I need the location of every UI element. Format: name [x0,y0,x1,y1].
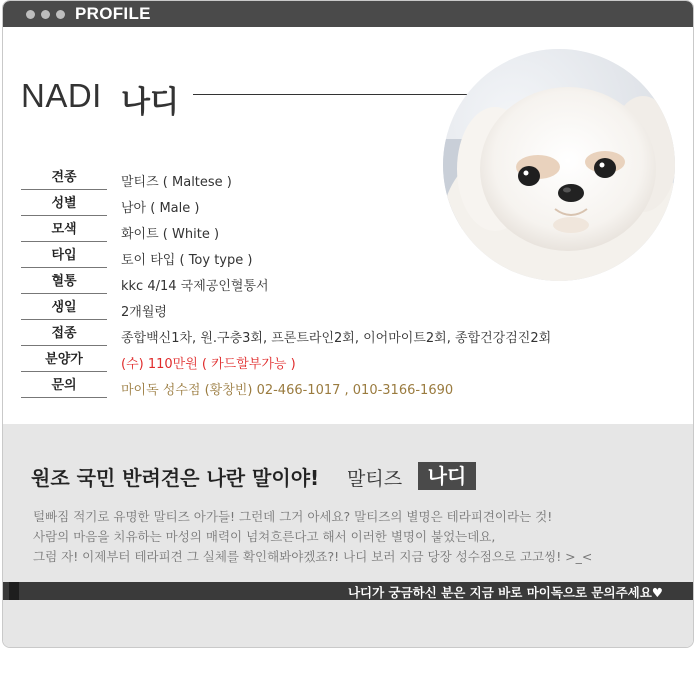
header-title: PROFILE [75,4,151,23]
info-label: 타입 [21,245,107,268]
info-row-price [21,349,541,375]
title-divider [193,94,483,95]
info-label: 견종 [21,167,107,190]
info-label: 접종 [21,323,107,346]
info-label: 모색 [21,219,107,242]
info-row-breed [21,167,541,193]
promo-line: 그럼 자! 이제부터 테라피견 그 실체를 확인해봐야겠죠?! 나디 보러 지금 당장 성수점으로 고고씽! >_< [33,549,593,564]
info-label: 성별 [21,193,107,216]
promo-headline: 원조 국민 반려견은 나란 말이야! [31,466,320,490]
info-label: 분양가 [21,349,107,372]
dot-icon [26,10,35,19]
promo-description [33,507,592,567]
info-value: 2개월령 [121,305,167,320]
info-label: 문의 [21,375,107,398]
dot-icon [56,10,65,19]
info-value: kkc 4/14 국제공인혈통서 [121,279,269,294]
inquiry-text: 나디가 궁금하신 분은 지금 바로 마이독으로 문의주세요♥ [347,585,663,600]
promo-line: 털빠짐 적기로 유명한 말티즈 아가들! 그런데 그거 아세요? 말티즈의 별명은 테라피견이라는 것! [33,509,553,524]
banner-accent [9,582,19,600]
profile-card [2,0,694,648]
info-row-color [21,219,541,245]
info-row-birth [21,297,541,323]
info-label: 혈통 [21,271,107,294]
info-row-pedigree [21,271,541,297]
dog-name-english: NADI [21,77,102,114]
info-value: 말티즈 ( Maltese ) [121,175,232,190]
info-value: 화이트 ( White ) [121,227,220,242]
info-value: 남아 ( Male ) [121,201,200,216]
info-row-sex [21,193,541,219]
info-value: 토이 타입 ( Toy type ) [121,253,253,268]
info-value: 종합백신1차, 원.구충3회, 프론트라인2회, 이어마이트2회, 종합건강검진2회 [121,331,552,346]
promo-panel [3,424,693,648]
window-dots [26,10,65,19]
contact-value: 마이독 성수점 (황창빈) 02-466-1017 , 010-3166-1690 [121,383,454,398]
header-bar [3,1,693,27]
info-row-type [21,245,541,271]
dot-icon [41,10,50,19]
info-label: 생일 [21,297,107,320]
promo-breed: 말티즈 [347,468,403,490]
info-row-vaccination [21,323,552,349]
promo-name-tag: 나디 [418,462,476,490]
dog-name-korean: 나디 [121,85,179,120]
promo-line: 사람의 마음을 치유하는 마성의 매력이 넘쳐흐른다고 해서 이러한 별명이 붙었는데요, [33,529,496,544]
inquiry-banner [3,582,693,600]
info-row-contact [21,375,541,401]
price-value: (수) 110만원 ( 카드할부가능 ) [121,357,296,372]
